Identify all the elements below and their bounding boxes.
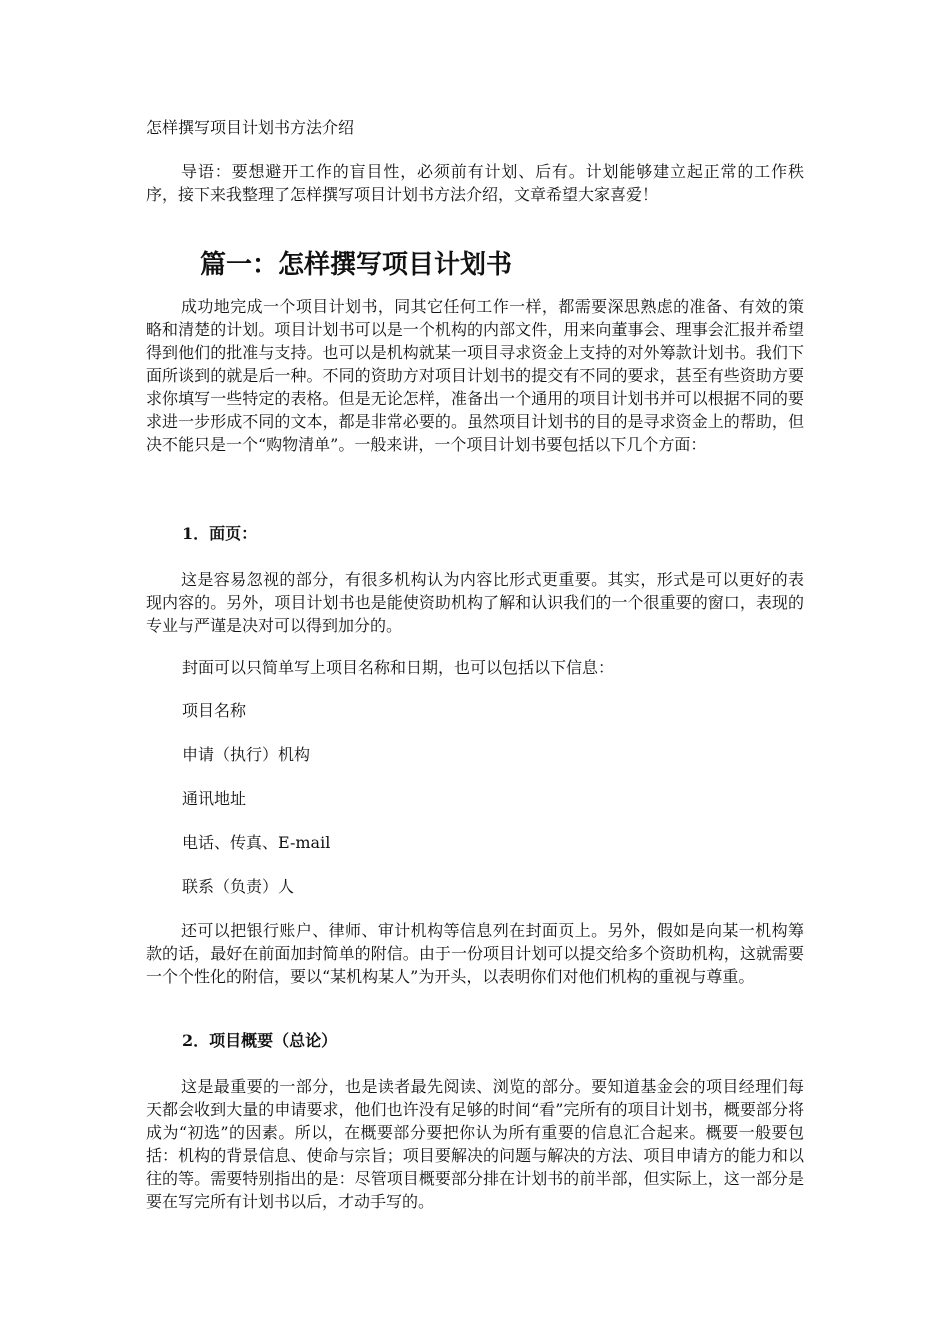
cover-item-project-name: 项目名称: [182, 701, 247, 720]
section-heading: 篇一：怎样撰写项目计划书: [200, 250, 513, 280]
body-paragraph-4: 还可以把银行账户、律师、审计机构等信息列在封面页上。另外，假如是向某一机构筹款的话，最好在前面加封简单的附信。由于一份项目计划可以提交给多个资助机构，这就需要一个个性化的附信，要以“某机构某人”为开头，以表明你们对他们机构的重视与尊重。: [146, 921, 804, 986]
intro-paragraph: 导语：要想避开工作的盲目性，必须前有计划、后有。计划能够建立起正常的工作秩序，接下来我整理了怎样撰写项目计划书方法介绍，文章希望大家喜爱！: [146, 162, 804, 204]
cover-item-contact-methods: 电话、传真、E-mail: [182, 833, 331, 852]
body-paragraph-3: 封面可以只简单写上项目名称和日期，也可以包括以下信息：: [182, 658, 615, 677]
body-paragraph-1: 成功地完成一个项目计划书，同其它任何工作一样，都需要深思熟虑的准备、有效的策略和清楚的计划。项目计划书可以是一个机构的内部文件，用来向董事会、理事会汇报并希望得到他们的批准与支持。也可以是机构就某一项目寻求资金上支持的对外筹款计划书。我们下面所谈到的就是后一种。不同的资助方对项目计划书的提交有不同的要求，甚至有些资助方要求你填写一些特定的表格。但是无论怎样，准备出一个通用的项目计划书并可以根据不同的要求进一步形成不同的文本，都是非常必要的。虽然项目计划书的目的是寻求资金上的帮助，但决不能只是一个“购物清单”。一般来讲，一个项目计划书要包括以下几个方面：: [146, 297, 804, 454]
cover-item-contact-person: 联系（负责）人: [182, 877, 295, 896]
subheading-cover-page: 1．面页：: [182, 524, 258, 543]
cover-item-address: 通讯地址: [182, 789, 247, 808]
body-paragraph-2: 这是容易忽视的部分，有很多机构认为内容比形式更重要。其实，形式是可以更好的表现内容的。另外，项目计划书也是能使资助机构了解和认识我们的一个很重要的窗口，表现的专业与严谨是决对可以得到加分的。: [146, 570, 804, 635]
document-title: 怎样撰写项目计划书方法介绍: [146, 118, 355, 137]
cover-item-applicant: 申请（执行）机构: [182, 745, 311, 764]
body-paragraph-5: 这是最重要的一部分，也是读者最先阅读、浏览的部分。要知道基金会的项目经理们每天都会收到大量的申请要求，他们也许没有足够的时间“看”完所有的项目计划书，概要部分将成为“初选”的因素。所以，在概要部分要把你认为所有重要的信息汇合起来。概要一般要包括：机构的背景信息、使命与宗旨；项目要解决的问题与解决的方法、项目申请方的能力和以往的等。需要特别指出的是：尽管项目概要部分排在计划书的前半部，但实际上，这一部分是要在写完所有计划书以后，才动手写的。: [146, 1077, 804, 1211]
subheading-summary: 2．项目概要（总论）: [182, 1031, 338, 1050]
